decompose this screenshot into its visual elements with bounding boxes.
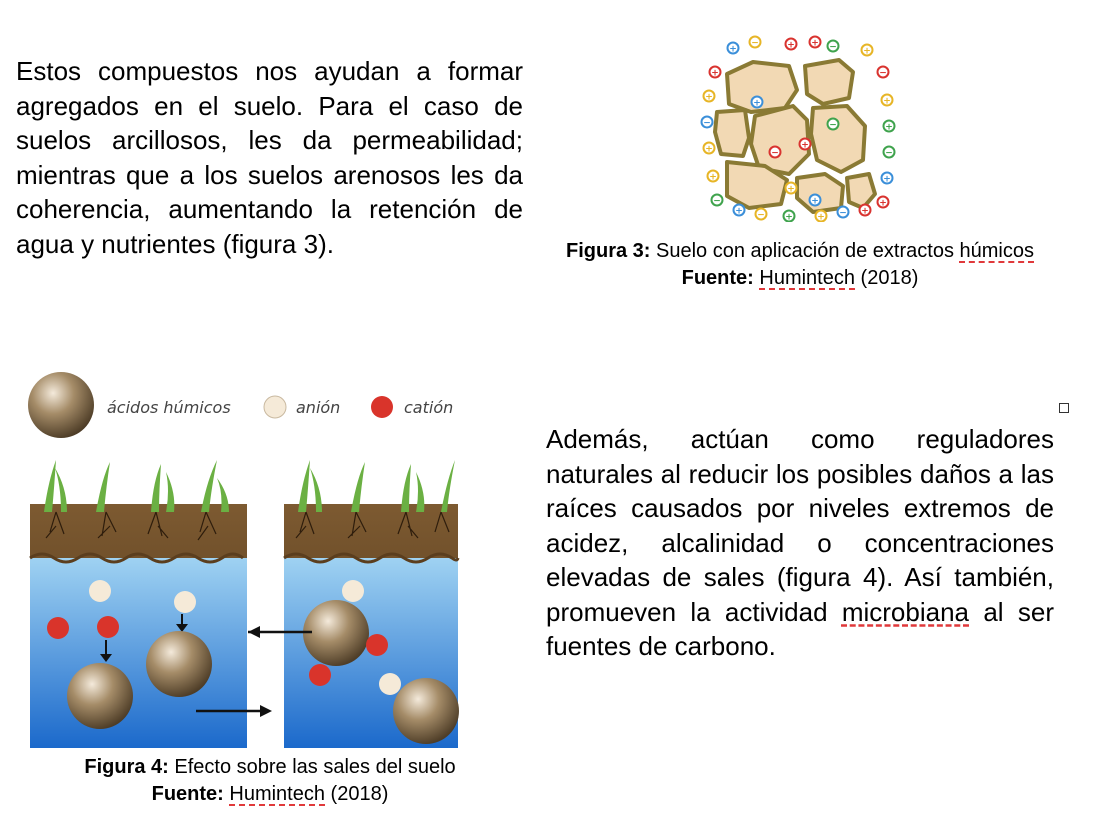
paragraph-soil-aggregates: Estos compuestos nos ayudan a formar agregados en el suelo. Para el caso de suelos arcillosos, les da permeabilidad; mientras que a los suelos arenosos les da coherencia, aumentando la retención de agua y nutrientes (figura 3).	[16, 56, 523, 259]
charged-ion	[838, 207, 849, 219]
charged-ion	[710, 67, 721, 79]
ion-sign: +	[883, 96, 891, 107]
figure-3-source-line	[555, 265, 1045, 292]
ion-sign: +	[711, 68, 719, 79]
charged-ion	[878, 67, 889, 79]
figure-4-source-line	[20, 781, 520, 808]
ion-sign: +	[883, 174, 891, 185]
charged-ion	[702, 117, 713, 129]
ion-sign: +	[753, 98, 761, 109]
anion-particle	[89, 580, 111, 602]
soil-aggregate-illustration	[693, 28, 905, 222]
ion-sign: +	[811, 196, 819, 207]
charged-ion	[750, 37, 761, 49]
charged-ion	[882, 95, 893, 107]
ion-sign: −	[839, 208, 847, 219]
charged-ion	[816, 211, 827, 223]
humic-acid-particle	[303, 600, 369, 666]
figure-3-source-name: Humintech	[759, 267, 855, 289]
figure-3-soil-aggregates-image	[693, 28, 905, 222]
soil-panel-right	[284, 460, 459, 748]
paragraph-regulators-marked-word: microbiana	[841, 596, 970, 627]
figure-4-source-name: Humintech	[229, 783, 325, 805]
charged-ion	[884, 147, 895, 159]
figure-4-caption-text: Efecto sobre las sales del suelo	[168, 756, 456, 778]
figure-3-caption-marked-word: húmicos	[959, 240, 1034, 262]
paragraph-regulators-text: Además, actúan como reguladores naturales al reducir los posibles daños a las raíces causados por niveles extremos de acidez, alcalinidad o concentraciones elevadas de sales (figura 4). Así también, promueven la actividad	[546, 424, 1054, 627]
ion-sign: −	[703, 118, 711, 129]
anion-legend-label: anión	[296, 398, 341, 417]
ion-sign: −	[885, 148, 893, 159]
charged-ion	[786, 39, 797, 51]
figure-4-source-year: (2018)	[325, 783, 389, 805]
figure-4-caption	[20, 754, 520, 808]
humic-acid-particle	[146, 631, 212, 697]
charged-ion	[756, 209, 767, 221]
ion-sign: −	[829, 42, 837, 53]
ion-sign: +	[705, 92, 713, 103]
humic-acid-legend-label: ácidos húmicos	[107, 398, 231, 417]
charged-ion	[828, 41, 839, 53]
ion-sign: −	[771, 148, 779, 159]
paragraph-regulators	[546, 422, 1054, 664]
ion-sign: +	[885, 122, 893, 133]
charged-ion	[882, 173, 893, 185]
charged-ion	[884, 121, 895, 133]
ion-sign: +	[811, 38, 819, 49]
charged-ion	[800, 139, 811, 151]
ion-sign: −	[829, 120, 837, 131]
charged-ion	[878, 197, 889, 209]
charged-ion	[728, 43, 739, 55]
figure-4-salts-image	[16, 362, 486, 752]
figure-3-label: Figura 3:	[565, 240, 651, 262]
soil-aggregate-block	[805, 60, 853, 104]
anion-particle	[379, 673, 401, 695]
charged-ion	[786, 183, 797, 195]
charged-ion	[704, 91, 715, 103]
ion-sign: +	[709, 172, 717, 183]
small-checkbox-square[interactable]	[1059, 403, 1069, 413]
ion-sign: +	[817, 212, 825, 222]
ion-sign: +	[861, 206, 869, 217]
ion-sign: +	[787, 40, 795, 51]
figure-3-caption-line	[555, 238, 1045, 265]
charged-ion	[860, 205, 871, 217]
soil-aggregate-block	[797, 174, 843, 212]
ion-sign: +	[735, 206, 743, 217]
charged-ion	[828, 119, 839, 131]
humic-acid-particle	[393, 678, 459, 744]
figure-3-source-year: (2018)	[855, 267, 919, 289]
cation-legend-icon	[371, 396, 393, 418]
ion-sign: −	[713, 196, 721, 207]
figure-4-source-label: Fuente:	[151, 783, 224, 805]
figure-3-source-label: Fuente:	[681, 267, 754, 289]
ion-sign: +	[787, 184, 795, 195]
cation-particle	[97, 616, 119, 638]
cation-particle	[309, 664, 331, 686]
charged-ion	[704, 143, 715, 155]
charged-ion	[770, 147, 781, 159]
figure-4-caption-line	[20, 754, 520, 781]
cation-particle	[47, 617, 69, 639]
charged-ion	[712, 195, 723, 207]
salt-effect-illustration	[16, 362, 486, 752]
ion-sign: −	[751, 38, 759, 49]
charged-ion	[810, 37, 821, 49]
charged-ion	[810, 195, 821, 207]
ion-sign: +	[801, 140, 809, 151]
ion-sign: +	[863, 46, 871, 57]
paragraph-regulators-end: al ser fuentes de carbono.	[546, 596, 1054, 661]
ion-sign: +	[879, 198, 887, 209]
ion-sign: +	[785, 212, 793, 222]
charged-ion	[734, 205, 745, 217]
soil-panel-left	[30, 460, 247, 748]
figure-3-caption-text: Suelo con aplicación de extractos	[650, 240, 960, 262]
charged-ion	[752, 97, 763, 109]
charged-ion	[708, 171, 719, 183]
soil-aggregate-block	[715, 110, 749, 156]
soil-aggregate-block	[811, 106, 865, 172]
cation-particle	[366, 634, 388, 656]
charged-ion	[784, 211, 795, 223]
anion-particle	[174, 591, 196, 613]
figure-3-caption	[555, 238, 1045, 292]
ion-sign: −	[879, 68, 887, 79]
humic-acid-legend-icon	[28, 372, 94, 438]
soil-aggregate-block	[847, 174, 875, 208]
cation-legend-label: catión	[404, 398, 454, 417]
humic-acid-particle	[67, 663, 133, 729]
ion-sign: +	[729, 44, 737, 55]
ion-sign: −	[757, 210, 765, 221]
charged-ion	[862, 45, 873, 57]
ion-sign: +	[705, 144, 713, 155]
anion-legend-icon	[264, 396, 286, 418]
figure-4-label: Figura 4:	[84, 756, 169, 778]
anion-particle	[342, 580, 364, 602]
